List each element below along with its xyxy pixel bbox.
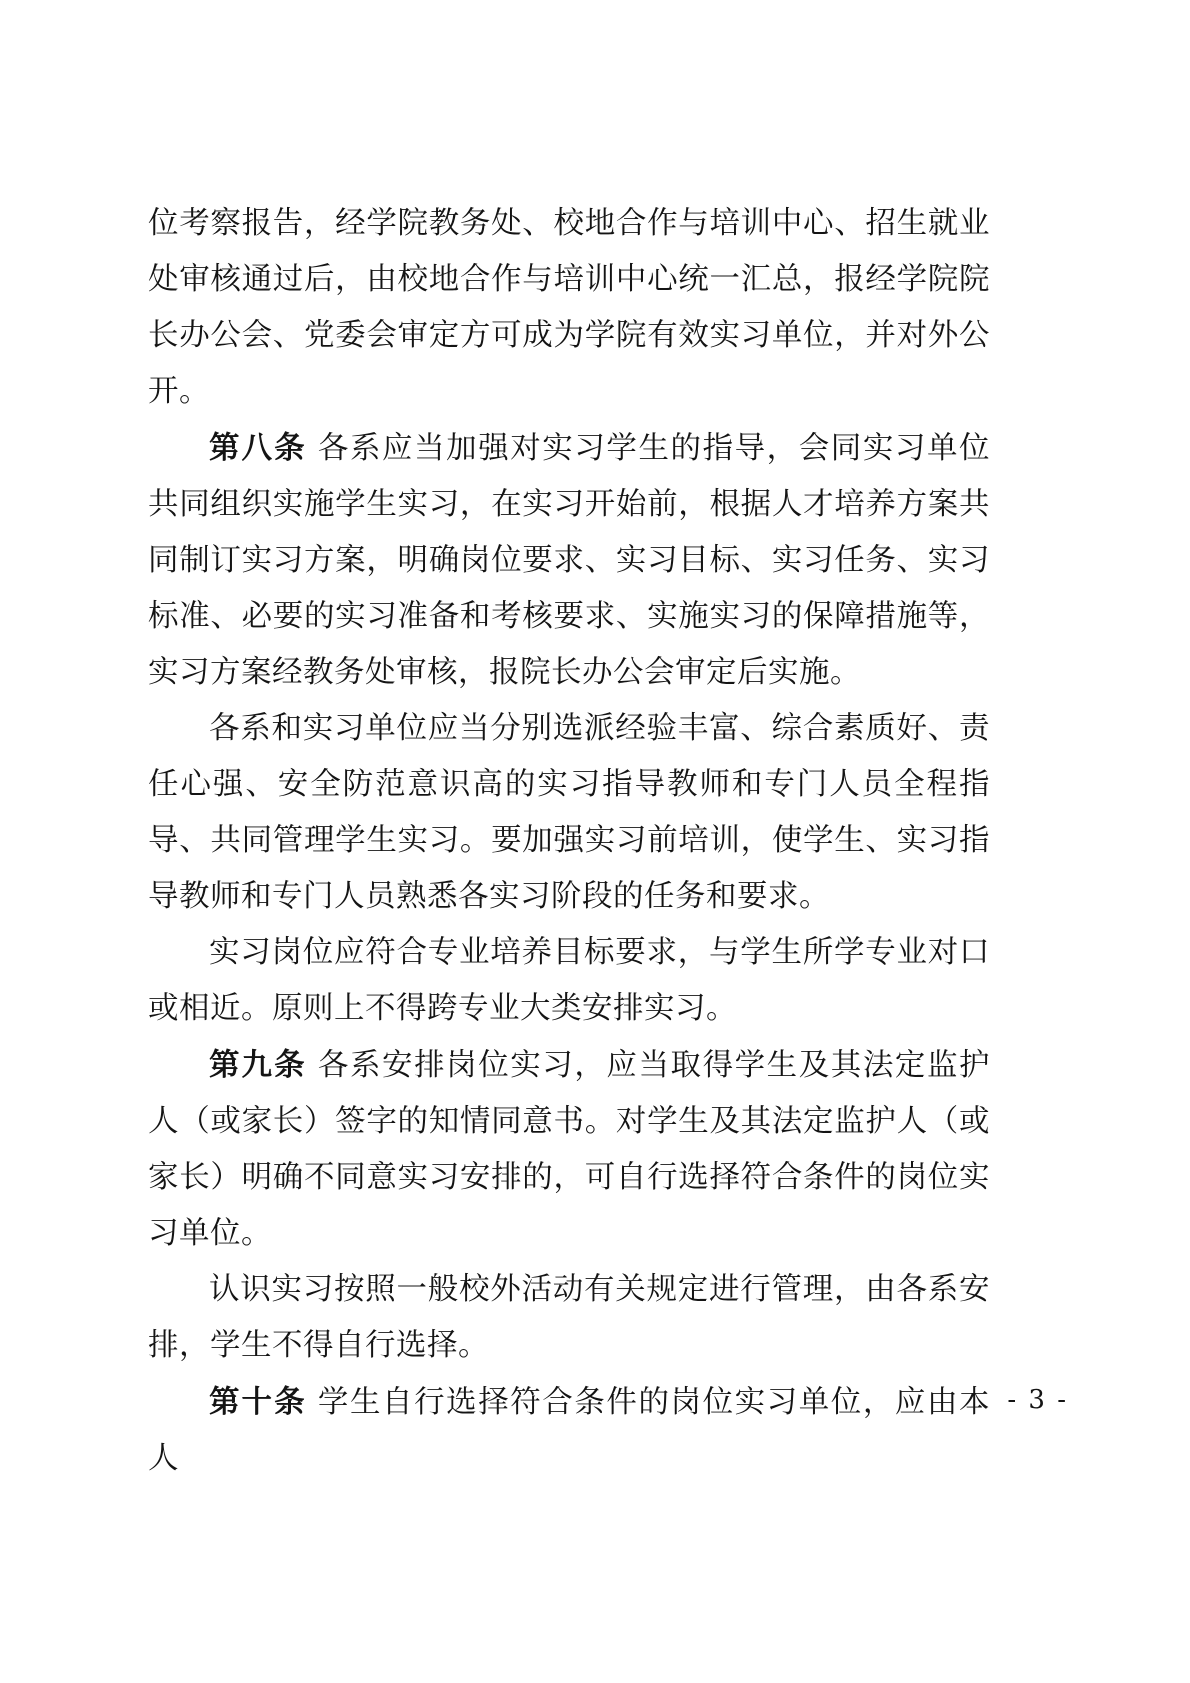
paragraph-text: 实习岗位应符合专业培养目标要求，与学生所学专业对口或相近。原则上不得跨专业大类安排实习。 — [148, 935, 990, 1026]
article-label: 第九条 — [209, 1047, 307, 1083]
paragraph — [148, 1262, 990, 1374]
paragraph-text: 认识实习按照一般校外活动有关规定进行管理，由各系安排，学生不得自行选择。 — [148, 1272, 990, 1363]
paragraph — [148, 925, 990, 1037]
paragraph-text: 各系应当加强对实习学生的指导，会同实习单位共同组织实施学生实习，在实习开始前，根据人才培养方案共同制订实习方案，明确岗位要求、实习目标、实习任务、实习标准、必要的实习准备和考核要求、实施实习的保障措施等，实习方案经教务处审核，报院长办公会审定后实施。 — [148, 431, 991, 690]
page-number: - 3 - — [1007, 1385, 1068, 1415]
paragraph-text: 位考察报告，经学院教务处、校地合作与培训中心、招生就业处审核通过后，由校地合作与培训中心统一汇总，报经学院院长办公会、党委会审定方可成为学院有效实习单位，并对外公开。 — [148, 206, 990, 409]
paragraph-text: 学生自行选择符合条件的岗位实习单位，应由本人 — [148, 1385, 991, 1476]
paragraph — [148, 196, 990, 420]
article-label: 第十条 — [209, 1384, 307, 1420]
paragraph — [148, 420, 990, 701]
paragraph-text: 各系和实习单位应当分别选派经验丰富、综合素质好、责任心强、安全防范意识高的实习指导教师和专门人员全程指导、共同管理学生实习。要加强实习前培训，使学生、实习指导教师和专门人员熟悉各实习阶段的任务和要求。 — [148, 711, 990, 914]
document-body — [148, 196, 990, 1487]
paragraph — [148, 1037, 990, 1262]
paragraph — [148, 701, 990, 925]
paragraph — [148, 1374, 990, 1487]
article-label: 第八条 — [209, 430, 307, 466]
paragraph-text: 各系安排岗位实习，应当取得学生及其法定监护人（或家长）签字的知情同意书。对学生及其法定监护人（或家长）明确不同意实习安排的，可自行选择符合条件的岗位实习单位。 — [148, 1048, 991, 1251]
